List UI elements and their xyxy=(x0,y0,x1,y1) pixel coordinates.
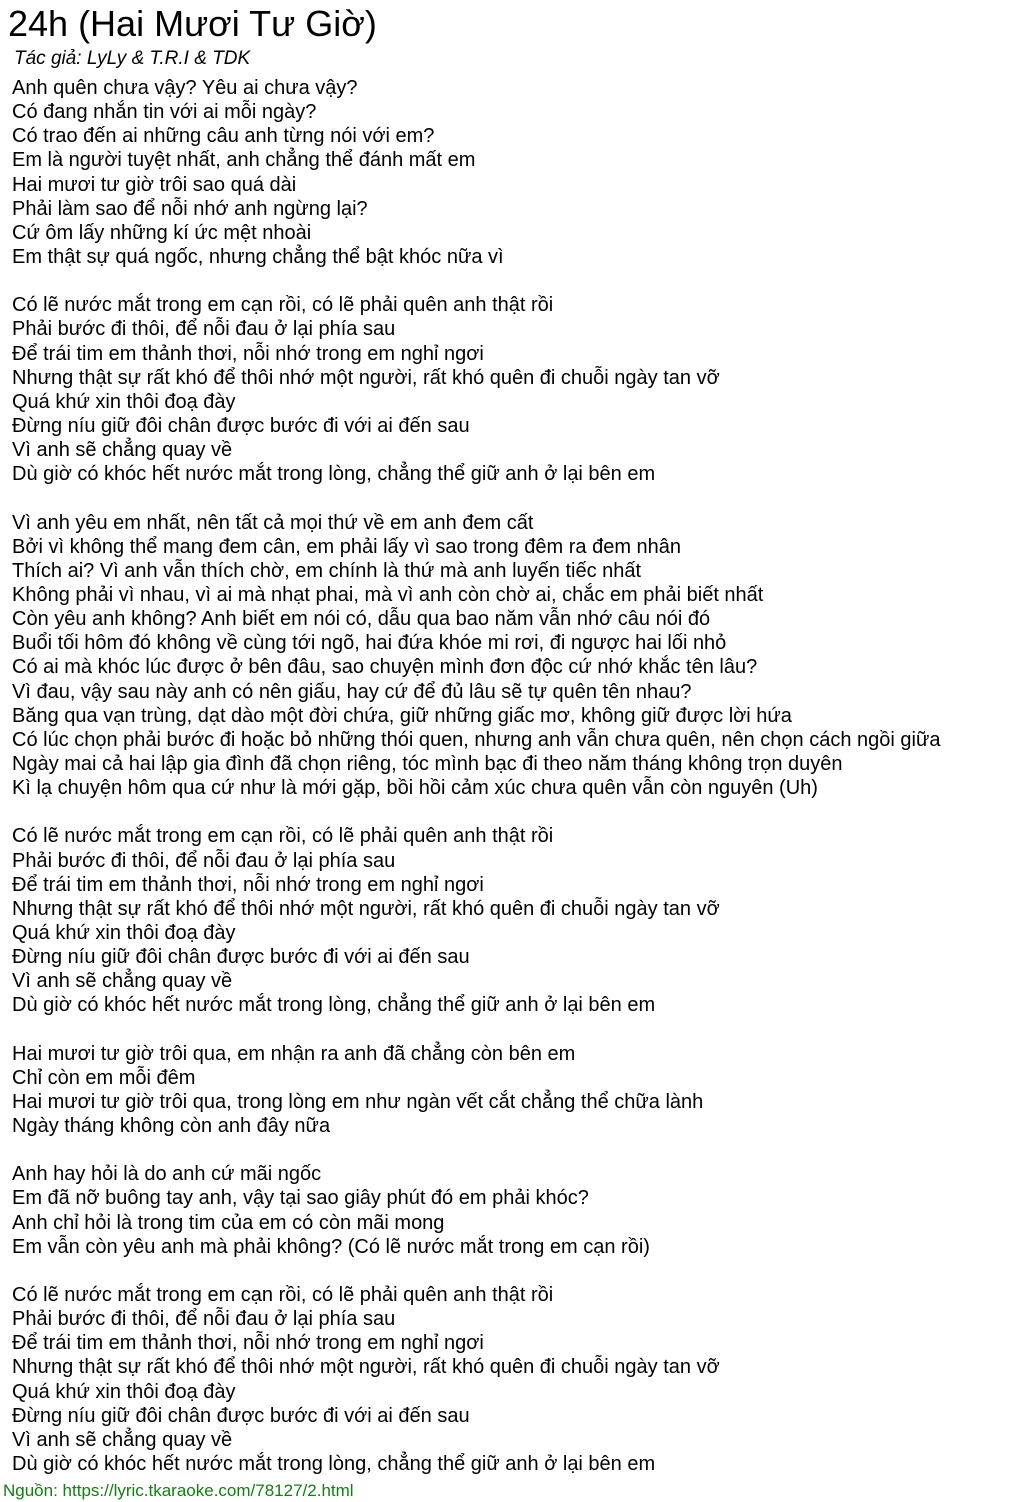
lyric-line: Nhưng thật sự rất khó để thôi nhớ một người, rất khó quên đi chuỗi ngày tan vỡ xyxy=(12,1356,720,1379)
lyric-line: Vì anh sẽ chẳng quay về xyxy=(12,1428,233,1451)
lyric-line: Em vẫn còn yêu anh mà phải không? (Có lẽ nước mắt trong em cạn rồi) xyxy=(12,1235,650,1258)
stanza-gap xyxy=(12,1138,1012,1162)
lyric-line: Chỉ còn em mỗi đêm xyxy=(12,1066,196,1089)
lyric-line: Vì đau, vậy sau này anh có nên giấu, hay cứ để đủ lâu sẽ tự quên tên nhau? xyxy=(12,680,692,703)
lyric-line: Vì anh sẽ chẳng quay về xyxy=(12,439,233,462)
lyric-line: Để trái tim em thảnh thơi, nỗi nhớ trong em nghỉ ngơi xyxy=(12,873,484,896)
lyric-line: Dù giờ có khóc hết nước mắt trong lòng, chẳng thể giữ anh ở lại bên em xyxy=(12,1453,656,1476)
lyric-line: Có lẽ nước mắt trong em cạn rồi, có lẽ phải quên anh thật rồi xyxy=(12,825,554,848)
lyric-line: Đừng níu giữ đôi chân được bước đi với ai đến sau xyxy=(12,414,470,437)
lyric-line: Không phải vì nhau, vì ai mà nhạt phai, mà vì anh còn chờ ai, chắc em phải biết nhất xyxy=(12,583,764,606)
lyric-line: Phải bước đi thôi, để nỗi đau ở lại phía sau xyxy=(12,1308,396,1331)
lyric-line: Có lẽ nước mắt trong em cạn rồi, có lẽ phải quên anh thật rồi xyxy=(12,294,554,317)
lyric-line: Có đang nhắn tin với ai mỗi ngày? xyxy=(12,101,317,124)
lyric-line: Em đã nỡ buông tay anh, vậy tại sao giây phút đó em phải khóc? xyxy=(12,1187,589,1210)
lyric-line: Ngày tháng không còn anh đây nữa xyxy=(12,1115,331,1138)
lyric-line: Băng qua vạn trùng, dạt dào một đời chứa, giữ những giấc mơ, không giữ được lời hứa xyxy=(12,704,792,727)
lyric-line: Em là người tuyệt nhất, anh chẳng thể đánh mất em xyxy=(12,149,476,172)
stanza-gap xyxy=(12,269,1012,293)
lyric-line: Em thật sự quá ngốc, nhưng chẳng thể bật khóc nữa vì xyxy=(12,245,504,268)
lyric-line: Hai mươi tư giờ trôi qua, trong lòng em như ngàn vết cắt chẳng thể chữa lành xyxy=(12,1090,704,1113)
lyric-line: Có trao đến ai những câu anh từng nói với em? xyxy=(12,125,435,148)
stanza-gap xyxy=(12,800,1012,824)
lyric-line: Thích ai? Vì anh vẫn thích chờ, em chính là thứ mà anh luyến tiếc nhất xyxy=(12,559,642,582)
lyric-line: Nhưng thật sự rất khó để thôi nhớ một người, rất khó quên đi chuỗi ngày tan vỡ xyxy=(12,366,720,389)
lyric-line: Quá khứ xin thôi đoạ đày xyxy=(12,1380,236,1403)
lyric-line: Anh quên chưa vậy? Yêu ai chưa vậy? xyxy=(12,77,358,99)
lyric-line: Buổi tối hôm đó không về cùng tới ngõ, hai đứa khóe mi rơi, đi ngược hai lối nhỏ xyxy=(12,632,727,655)
lyric-line: Để trái tim em thảnh thơi, nỗi nhớ trong em nghỉ ngơi xyxy=(12,1332,484,1355)
lyric-line: Kì lạ chuyện hôm qua cứ như là mới gặp, bồi hồi cảm xúc chưa quên vẫn còn nguyên (Uh) xyxy=(12,777,818,800)
lyric-line: Đừng níu giữ đôi chân được bước đi với ai đến sau xyxy=(12,946,470,969)
lyric-line: Vì anh sẽ chẳng quay về xyxy=(12,970,233,993)
lyric-line: Dù giờ có khóc hết nước mắt trong lòng, chẳng thể giữ anh ở lại bên em xyxy=(12,994,656,1017)
song-author: Tác giả: LyLy & T.R.I & TDK xyxy=(14,48,251,69)
lyric-line: Vì anh yêu em nhất, nên tất cả mọi thứ về em anh đem cất xyxy=(12,511,534,534)
lyric-line: Có ai mà khóc lúc được ở bên đâu, sao chuyện mình đơn độc cứ nhớ khắc tên lâu? xyxy=(12,656,758,679)
lyric-line: Ngày mai cả hai lập gia đình đã chọn riêng, tóc mình bạc đi theo năm tháng không trọn duyên xyxy=(12,752,843,775)
lyric-line: Phải làm sao để nỗi nhớ anh ngừng lại? xyxy=(12,197,368,220)
lyric-line: Hai mươi tư giờ trôi qua, em nhận ra anh đã chẳng còn bên em xyxy=(12,1042,576,1065)
lyric-line: Còn yêu anh không? Anh biết em nói có, dẫu qua bao năm vẫn nhớ câu nói đó xyxy=(12,608,711,631)
song-title: 24h (Hai Mươi Tư Giờ) xyxy=(8,3,377,44)
lyric-line: Quá khứ xin thôi đoạ đày xyxy=(12,390,236,413)
stanza-gap xyxy=(12,1017,1012,1041)
stanza-gap xyxy=(12,1259,1012,1283)
lyric-line: Phải bước đi thôi, để nỗi đau ở lại phía sau xyxy=(12,318,396,341)
lyric-line: Có lúc chọn phải bước đi hoặc bỏ những thói quen, nhưng anh vẫn chưa quên, nên chọn cách ngồi giữa xyxy=(12,728,941,751)
lyric-line: Nhưng thật sự rất khó để thôi nhớ một người, rất khó quên đi chuỗi ngày tan vỡ xyxy=(12,897,720,920)
lyric-line: Bởi vì không thể mang đem cân, em phải lấy vì sao trong đêm ra đem nhân xyxy=(12,535,682,558)
lyric-line: Phải bước đi thôi, để nỗi đau ở lại phía sau xyxy=(12,849,396,872)
lyric-line: Cứ ôm lấy những kí ức mệt nhoài xyxy=(12,221,312,244)
lyric-line: Đừng níu giữ đôi chân được bước đi với ai đến sau xyxy=(12,1404,470,1427)
lyric-line: Dù giờ có khóc hết nước mắt trong lòng, chẳng thể giữ anh ở lại bên em xyxy=(12,463,656,486)
lyric-line: Quá khứ xin thôi đoạ đày xyxy=(12,921,236,944)
lyric-line: Có lẽ nước mắt trong em cạn rồi, có lẽ phải quên anh thật rồi xyxy=(12,1284,554,1307)
stanza-gap xyxy=(12,486,1012,510)
source-link[interactable]: Nguồn: https://lyric.tkaraoke.com/78127/2.html xyxy=(3,1481,354,1500)
lyric-line: Để trái tim em thảnh thơi, nỗi nhớ trong em nghỉ ngơi xyxy=(12,342,484,365)
lyric-line: Hai mươi tư giờ trôi sao quá dài xyxy=(12,173,297,196)
lyric-line: Anh hay hỏi là do anh cứ mãi ngốc xyxy=(12,1163,322,1186)
lyric-line: Anh chỉ hỏi là trong tim của em có còn mãi mong xyxy=(12,1211,445,1234)
lyrics-body xyxy=(12,76,1012,1476)
